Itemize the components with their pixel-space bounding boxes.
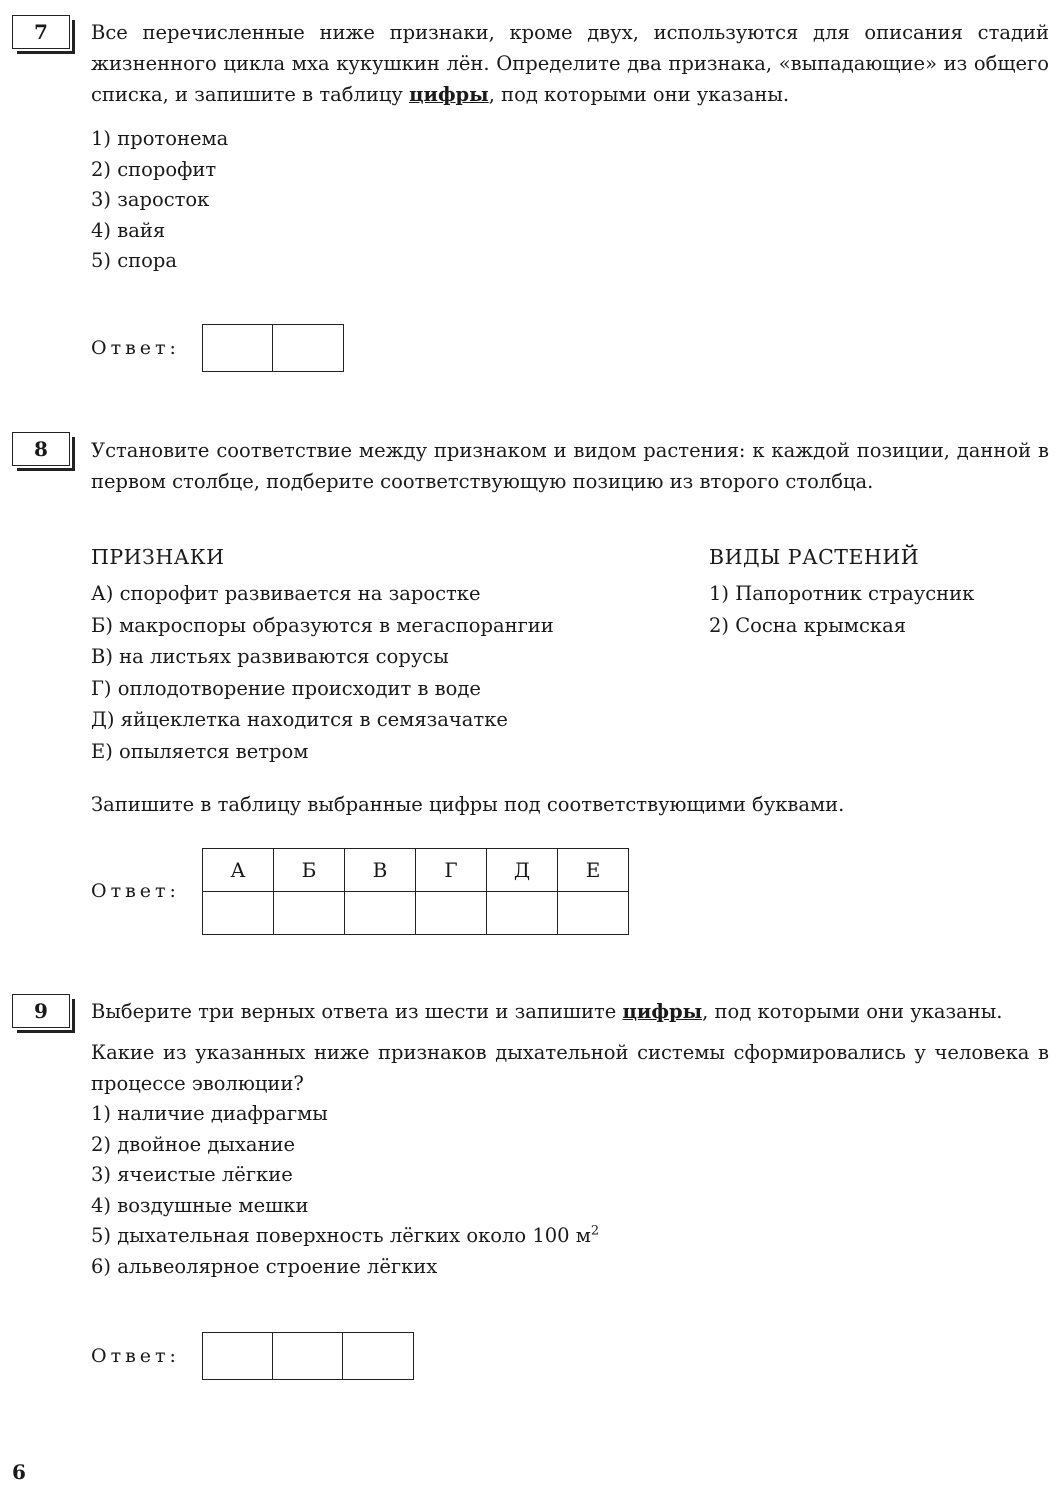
letter-cell: Б [274,849,345,892]
letter-cell: Е [558,849,629,892]
option-item [91,1221,1049,1252]
letter-cell: Г [416,849,487,892]
task-number: 8 [34,437,48,461]
answer-cell[interactable] [273,1333,343,1379]
feature-item: Е) опыляется ветром [91,739,309,763]
answer-cell[interactable] [416,892,487,935]
answer-cell[interactable] [203,892,274,935]
keyword: цифры [409,83,489,106]
option-item: 6) альвеолярное строение лёгких [91,1254,438,1278]
option-item: 2) двойное дыхание [91,1132,296,1156]
task-number-box [12,15,70,49]
options-list [91,124,1049,277]
answer-label: Ответ: [91,1345,180,1367]
instruction-part: Все перечисленные ниже признаки, кроме двух, используются для описания стадий жизненного цикла мха кукушкин лён. Определите два признака, «выпадающие» из общего списка, и запишите в таблицу [91,21,1049,106]
option-item: 1) протонема [91,127,229,150]
species-item: 2) Сосна крымская [709,613,907,637]
answer-cell[interactable] [203,325,273,371]
answer-cells [202,324,344,372]
species-list [709,578,974,641]
option-text: 5) дыхательная поверхность лёгких около 100 м [91,1224,591,1247]
superscript: 2 [590,1223,600,1239]
column-heading: ПРИЗНАКИ [91,545,225,569]
task-number: 9 [34,999,48,1023]
feature-item: Г) оплодотворение происходит в воде [91,676,481,700]
option-item: 3) ячеистые лёгкие [91,1163,293,1186]
answer-cell[interactable] [558,892,629,935]
feature-item: Б) макроспоры образуются в мегаспорангии [91,613,554,637]
column-heading: ВИДЫ РАСТЕНИЙ [709,545,920,569]
answer-label: Ответ: [91,337,180,359]
option-item: 2) спорофит [91,157,217,181]
options-list [91,1099,1049,1282]
answer-cell[interactable] [273,325,343,371]
answer-label: Ответ: [91,880,180,902]
table-instruction [91,789,1049,820]
option-item: 4) вайя [91,218,166,242]
species-item: 1) Папоротник страусник [709,582,975,605]
feature-item: Д) яйцеклетка находится в семязачатке [91,708,508,731]
instruction-part: Выберите три верных ответа из шести и запишите [91,1000,623,1023]
species-column [709,540,974,641]
answer-cell[interactable] [487,892,558,935]
option-item: 5) спора [91,249,177,272]
instruction-part: , под которыми они указаны. [488,83,790,106]
task-number-box [12,994,70,1028]
task-instruction [91,17,1049,110]
option-item: 1) наличие диафрагмы [91,1102,328,1125]
letters-row [203,849,629,892]
answer-table [202,848,629,935]
task-instruction: Установите соответствие между признаком и видом растения: к каждой позиции, данной в первом столбце, подберите соответствующую позицию из второго столбца. [91,439,1049,493]
feature-item: А) спорофит развивается на заростке [91,582,481,605]
task-number-box [12,432,70,466]
feature-item: В) на листьях развиваются сорусы [91,645,449,668]
answer-cell[interactable] [345,892,416,935]
answer-cell[interactable] [274,892,345,935]
instruction-text: Запишите в таблицу выбранные цифры под соответствующими буквами. [91,793,845,816]
task-number: 7 [34,20,48,44]
task-instruction [91,996,1049,1027]
answer-cell[interactable] [343,1333,413,1379]
answer-row [91,1332,414,1380]
answer-row [91,324,344,372]
instruction-part: , под которыми они указаны. [702,1000,1003,1023]
letter-cell: А [203,849,274,892]
page-number: 6 [12,1460,26,1484]
matching-columns [91,540,1049,770]
answer-cells [202,1332,414,1380]
answers-row [203,892,629,935]
option-item: 3) заросток [91,188,210,211]
features-list [91,578,554,767]
task-text [91,996,1049,1282]
task-text [91,435,1049,497]
letter-cell: В [345,849,416,892]
task-text [91,17,1049,277]
answer-cell[interactable] [203,1333,273,1379]
letter-cell: Д [487,849,558,892]
keyword: цифры [622,1000,703,1023]
question-text: Какие из указанных ниже признаков дыхательной системы сформировались у человека в процессе эволюции? [91,1041,1049,1095]
features-column [91,540,554,767]
option-item: 4) воздушные мешки [91,1193,309,1217]
